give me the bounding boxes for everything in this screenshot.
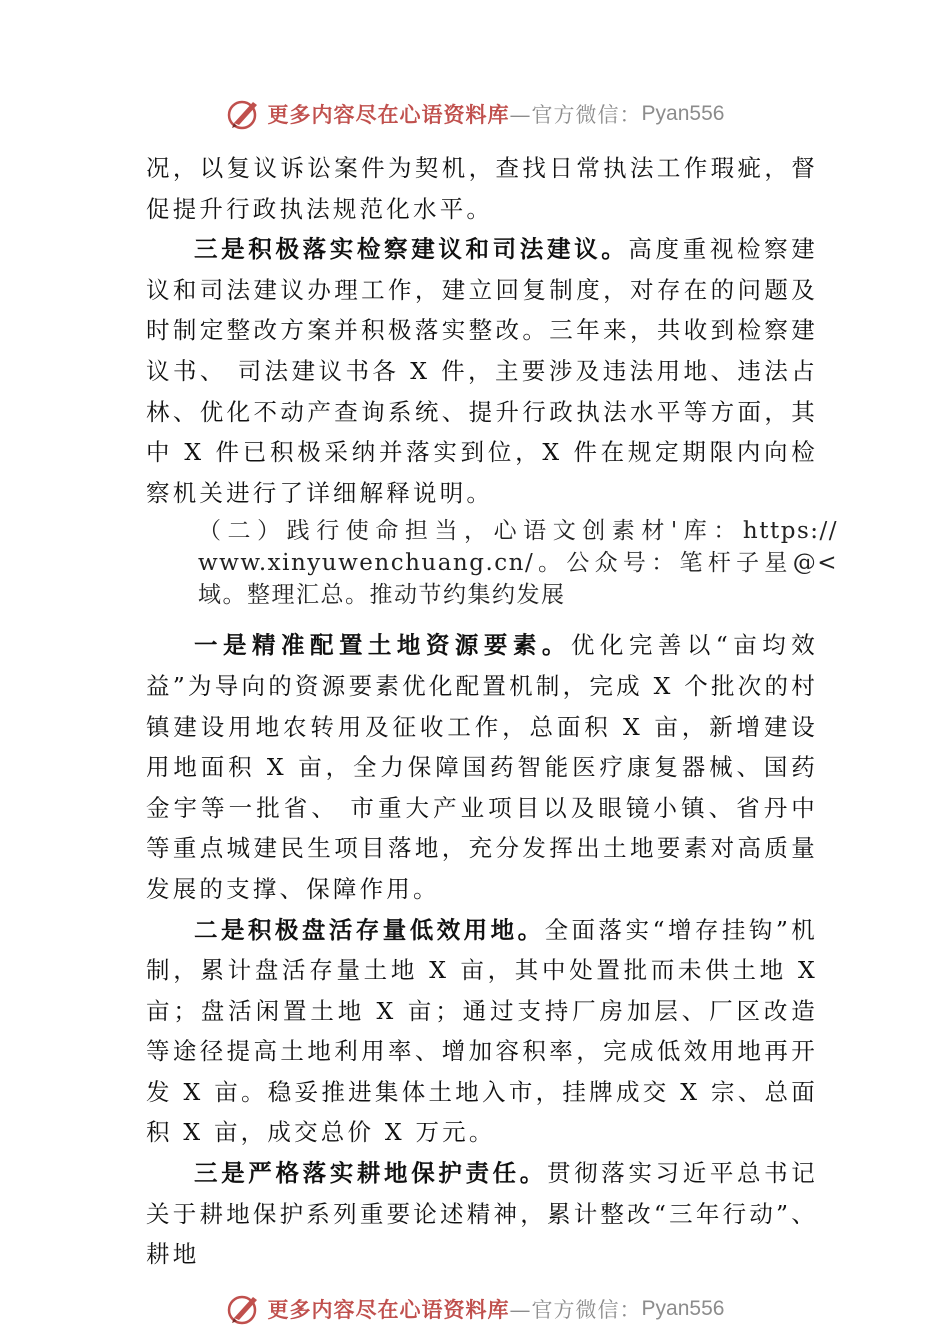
pen-logo-icon	[226, 1291, 262, 1327]
document-body	[146, 148, 838, 1275]
paragraph-text: 贯彻落实习近平总书记关于耕地保护系列重要论述精神，累计整改“三年行动”、耕地	[146, 1159, 818, 1269]
pen-logo-icon	[226, 96, 262, 132]
banner-wechat-id: Pyan556	[641, 102, 725, 125]
banner-subtitle: —官方微信：	[509, 1298, 642, 1322]
footer-banner	[0, 1287, 950, 1331]
banner-title: 更多内容尽在心语资料库	[267, 102, 510, 127]
paragraph-text: 况，以复议诉讼案件为契机，查找日常执法工作瑕疵，督促提升行政执法规范化水平。	[146, 154, 818, 223]
paragraph-lead: 三是积极落实检察建议和司法建议。	[194, 235, 629, 264]
paragraph-procuratorial	[146, 229, 818, 513]
paragraph-lead: 二是积极盘活存量低效用地。	[194, 915, 545, 944]
paragraph-continued	[146, 148, 818, 229]
paragraph-farmland	[146, 1153, 818, 1275]
header-banner	[0, 92, 950, 136]
banner-title: 更多内容尽在心语资料库	[267, 1297, 510, 1322]
paragraph-stock-land	[146, 910, 818, 1154]
paragraph-lead: 一是精准配置土地资源要素。	[194, 631, 571, 660]
section-heading-note: （二）践行使命担当，心语文创素材'库：https:// www.xinyuwenchuang.cn/。公众号：笔杆子星@<域。整理汇总。推动节约集约发展	[198, 518, 838, 609]
paragraph-text: 优化完善以“亩均效益”为导向的资源要素优化配置机制，完成 X 个批次的村镇建设用地农转用及征收工作，总面积 X 亩，新增建设用地面积 X 亩，全力保障国药智能医疗康复器械、国药金宇等一批省、 市重大产业项目以及眼镜小镇、省丹中等重点城建民生项目落地，充分发挥出土地要素对高质量发展的支撑、保障作用。	[146, 631, 818, 903]
paragraph-land-allocation	[146, 625, 818, 909]
paragraph-text: 高度重视检察建议和司法建议办理工作，建立回复制度，对存在的问题及时制定整改方案并积极落实整改。三年来，共收到检察建议书、 司法建议书各 X 件，主要涉及违法用地、违法占林、优化不动产查询系统、提升行政执法水平等方面，其中 X 件已积极采纳并落实到位，X 件在规定期限内向检察机关进行了详细解释说明。	[146, 235, 819, 507]
paragraph-text: 全面落实“增存挂钩”机制，累计盘活存量土地 X 亩，其中处置批而未供土地 X 亩；盘活闲置土地 X 亩；通过支持厂房加层、厂区改造等途径提高土地利用率、增加容积率，完成低效用地再开发 X 亩。稳妥推进集体土地入市，挂牌成交 X 宗、总面积 X 亩，成交总价 X 万元。	[146, 915, 818, 1147]
paragraph-lead: 三是严格落实耕地保护责任。	[194, 1159, 547, 1188]
banner-wechat-id: Pyan556	[641, 1297, 725, 1320]
banner-subtitle: —官方微信：	[509, 103, 642, 127]
